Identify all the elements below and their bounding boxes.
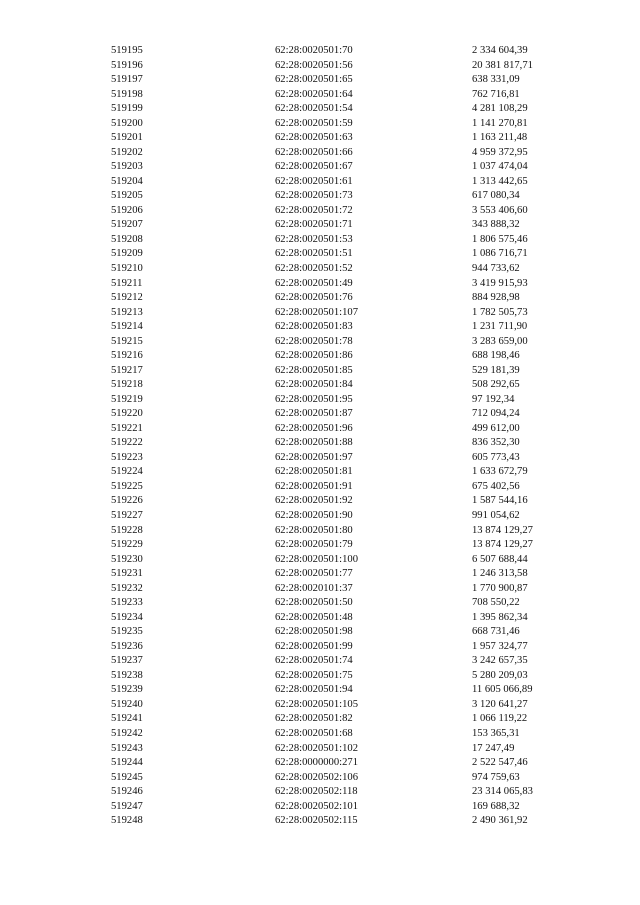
cadastral-number-cell: 62:28:0020501:56 [275, 59, 353, 71]
row-number-cell: 519205 [111, 190, 143, 202]
cadastral-value-cell: 3 553 406,60 [472, 204, 528, 216]
table-row [0, 44, 640, 59]
table-row [0, 262, 640, 277]
cadastral-value-cell: 17 247,49 [472, 742, 515, 754]
cadastral-number-cell: 62:28:0020501:86 [275, 350, 353, 362]
table-row [0, 422, 640, 437]
table-row [0, 785, 640, 800]
table-row [0, 698, 640, 713]
table-row [0, 175, 640, 190]
cadastral-value-cell: 169 688,32 [472, 800, 520, 812]
cadastral-number-cell: 62:28:0020501:63 [275, 132, 353, 144]
cadastral-number-cell: 62:28:0020501:66 [275, 146, 353, 158]
table-row [0, 727, 640, 742]
cadastral-value-cell: 836 352,30 [472, 437, 520, 449]
cadastral-value-cell: 1 163 211,48 [472, 132, 528, 144]
row-number-cell: 519247 [111, 800, 143, 812]
table-row [0, 465, 640, 480]
row-number-cell: 519211 [111, 277, 143, 289]
cadastral-number-cell: 62:28:0020501:72 [275, 204, 353, 216]
table-row [0, 669, 640, 684]
table-row [0, 320, 640, 335]
table-row [0, 712, 640, 727]
table-row [0, 160, 640, 175]
cadastral-value-cell: 638 331,09 [472, 74, 520, 86]
cadastral-value-cell: 3 283 659,00 [472, 335, 528, 347]
row-number-cell: 519228 [111, 524, 143, 536]
cadastral-value-cell: 1 806 575,46 [472, 233, 528, 245]
row-number-cell: 519220 [111, 408, 143, 420]
cadastral-number-cell: 62:28:0020501:102 [275, 742, 358, 754]
cadastral-value-cell: 762 716,81 [472, 88, 520, 100]
cadastral-value-cell: 3 242 657,35 [472, 655, 528, 667]
row-number-cell: 519239 [111, 684, 143, 696]
row-number-cell: 519235 [111, 626, 143, 638]
row-number-cell: 519238 [111, 669, 143, 681]
cadastral-number-cell: 62:28:0020502:118 [275, 786, 358, 798]
cadastral-number-cell: 62:28:0020501:54 [275, 103, 353, 115]
table-row [0, 306, 640, 321]
table-row [0, 480, 640, 495]
cadastral-value-cell: 3 120 641,27 [472, 698, 528, 710]
cadastral-value-cell: 1 037 474,04 [472, 161, 528, 173]
cadastral-value-cell: 529 181,39 [472, 364, 520, 376]
table-row [0, 146, 640, 161]
cadastral-number-cell: 62:28:0020501:53 [275, 233, 353, 245]
row-number-cell: 519240 [111, 698, 143, 710]
table-row [0, 204, 640, 219]
cadastral-value-cell: 884 928,98 [472, 292, 520, 304]
row-number-cell: 519212 [111, 292, 143, 304]
row-number-cell: 519214 [111, 321, 143, 333]
cadastral-value-cell: 2 522 547,46 [472, 757, 528, 769]
cadastral-number-cell: 62:28:0020501:80 [275, 524, 353, 536]
row-number-cell: 519234 [111, 611, 143, 623]
cadastral-value-cell: 2 334 604,39 [472, 45, 528, 56]
cadastral-value-cell: 688 198,46 [472, 350, 520, 362]
row-number-cell: 519232 [111, 582, 143, 594]
cadastral-value-cell: 1 782 505,73 [472, 306, 528, 318]
row-number-cell: 519199 [111, 103, 143, 115]
cadastral-value-cell: 1 066 119,22 [472, 713, 528, 725]
cadastral-value-cell: 1 313 442,65 [472, 175, 528, 187]
cadastral-number-cell: 62:28:0020501:100 [275, 553, 358, 565]
row-number-cell: 519219 [111, 393, 143, 405]
row-number-cell: 519210 [111, 262, 143, 274]
table-row [0, 567, 640, 582]
cadastral-value-cell: 20 381 817,71 [472, 59, 533, 71]
cadastral-number-cell: 62:28:0020501:49 [275, 277, 353, 289]
cadastral-number-cell: 62:28:0020501:99 [275, 640, 353, 652]
cadastral-value-cell: 617 080,34 [472, 190, 520, 202]
row-number-cell: 519216 [111, 350, 143, 362]
table-row [0, 88, 640, 103]
cadastral-value-cell: 1 587 544,16 [472, 495, 528, 507]
cadastral-value-cell: 3 419 915,93 [472, 277, 528, 289]
cadastral-value-cell: 712 094,24 [472, 408, 520, 420]
cadastral-value-cell: 153 365,31 [472, 727, 520, 739]
row-number-cell: 519226 [111, 495, 143, 507]
cadastral-number-cell: 62:28:0020501:90 [275, 510, 353, 521]
table-row [0, 218, 640, 233]
table-row [0, 800, 640, 815]
cadastral-value-cell: 5 280 209,03 [472, 669, 528, 681]
cadastral-number-cell: 62:28:0020501:76 [275, 292, 353, 304]
table-row [0, 524, 640, 539]
table-row [0, 814, 640, 829]
row-number-cell: 519215 [111, 335, 143, 347]
cadastral-number-cell: 62:28:0020501:68 [275, 727, 353, 739]
row-number-cell: 519208 [111, 233, 143, 245]
table-row [0, 625, 640, 640]
cadastral-number-cell: 62:28:0020501:92 [275, 495, 353, 507]
cadastral-number-cell: 62:28:0020501:70 [275, 45, 353, 56]
cadastral-value-cell: 23 314 065,83 [472, 786, 533, 798]
cadastral-number-cell: 62:28:0020501:97 [275, 451, 353, 463]
row-number-cell: 519237 [111, 655, 143, 667]
cadastral-value-cell: 4 959 372,95 [472, 146, 528, 158]
cadastral-value-cell: 1 957 324,77 [472, 640, 528, 652]
cadastral-value-cell: 13 874 129,27 [472, 539, 533, 551]
table-row [0, 742, 640, 757]
row-number-cell: 519201 [111, 132, 143, 144]
cadastral-value-cell: 508 292,65 [472, 379, 520, 391]
row-number-cell: 519221 [111, 422, 143, 434]
cadastral-value-cell: 1 770 900,87 [472, 582, 528, 594]
cadastral-number-cell: 62:28:0020501:87 [275, 408, 353, 420]
row-number-cell: 519209 [111, 248, 143, 260]
table-row [0, 247, 640, 262]
table-row [0, 654, 640, 669]
table-row [0, 494, 640, 509]
cadastral-number-cell: 62:28:0020501:65 [275, 74, 353, 86]
row-number-cell: 519206 [111, 204, 143, 216]
cadastral-number-cell: 62:28:0020501:73 [275, 190, 353, 202]
table-row [0, 436, 640, 451]
cadastral-value-cell: 1 086 716,71 [472, 248, 528, 260]
cadastral-number-cell: 62:28:0020502:115 [275, 815, 358, 827]
cadastral-number-cell: 62:28:0020501:98 [275, 626, 353, 638]
cadastral-number-cell: 62:28:0020501:105 [275, 698, 358, 710]
row-number-cell: 519246 [111, 786, 143, 798]
cadastral-number-cell: 62:28:0020501:95 [275, 393, 353, 405]
cadastral-value-cell: 13 874 129,27 [472, 524, 533, 536]
table-row [0, 771, 640, 786]
cadastral-number-cell: 62:28:0020501:59 [275, 117, 353, 129]
row-number-cell: 519217 [111, 364, 143, 376]
cadastral-value-table [0, 44, 640, 829]
cadastral-value-cell: 605 773,43 [472, 451, 520, 463]
cadastral-number-cell: 62:28:0020501:88 [275, 437, 353, 449]
table-row [0, 407, 640, 422]
table-row [0, 640, 640, 655]
cadastral-value-cell: 708 550,22 [472, 597, 520, 609]
cadastral-number-cell: 62:28:0020501:77 [275, 568, 353, 580]
cadastral-number-cell: 62:28:0020501:81 [275, 466, 353, 478]
cadastral-number-cell: 62:28:0020101:37 [275, 582, 353, 594]
cadastral-number-cell: 62:28:0020501:82 [275, 713, 353, 725]
cadastral-value-cell: 499 612,00 [472, 422, 520, 434]
cadastral-number-cell: 62:28:0020501:94 [275, 684, 353, 696]
row-number-cell: 519229 [111, 539, 143, 551]
row-number-cell: 519207 [111, 219, 143, 231]
table-row [0, 611, 640, 626]
row-number-cell: 519242 [111, 727, 143, 739]
row-number-cell: 519213 [111, 306, 143, 318]
cadastral-number-cell: 62:28:0020501:78 [275, 335, 353, 347]
table-row [0, 756, 640, 771]
row-number-cell: 519241 [111, 713, 143, 725]
cadastral-number-cell: 62:28:0020501:61 [275, 175, 353, 187]
cadastral-value-cell: 1 633 672,79 [472, 466, 528, 478]
table-row [0, 131, 640, 146]
row-number-cell: 519196 [111, 59, 143, 71]
row-number-cell: 519236 [111, 640, 143, 652]
cadastral-value-cell: 11 605 066,89 [472, 684, 533, 696]
table-row [0, 538, 640, 553]
cadastral-number-cell: 62:28:0020501:91 [275, 480, 353, 492]
cadastral-value-cell: 2 490 361,92 [472, 815, 528, 827]
cadastral-value-cell: 1 231 711,90 [472, 321, 528, 333]
row-number-cell: 519227 [111, 510, 143, 521]
cadastral-number-cell: 62:28:0020501:83 [275, 321, 353, 333]
row-number-cell: 519244 [111, 757, 143, 769]
cadastral-number-cell: 62:28:0020501:79 [275, 539, 353, 551]
cadastral-number-cell: 62:28:0020501:75 [275, 669, 353, 681]
row-number-cell: 519225 [111, 480, 143, 492]
cadastral-value-cell: 343 888,32 [472, 219, 520, 231]
row-number-cell: 519195 [111, 45, 143, 56]
cadastral-number-cell: 62:28:0020501:52 [275, 262, 353, 274]
cadastral-value-cell: 1 395 862,34 [472, 611, 528, 623]
table-row [0, 349, 640, 364]
row-number-cell: 519202 [111, 146, 143, 158]
row-number-cell: 519218 [111, 379, 143, 391]
row-number-cell: 519197 [111, 74, 143, 86]
cadastral-number-cell: 62:28:0020502:106 [275, 771, 358, 783]
cadastral-number-cell: 62:28:0000000:271 [275, 757, 358, 769]
row-number-cell: 519231 [111, 568, 143, 580]
cadastral-value-cell: 944 733,62 [472, 262, 520, 274]
cadastral-number-cell: 62:28:0020501:96 [275, 422, 353, 434]
cadastral-number-cell: 62:28:0020501:67 [275, 161, 353, 173]
cadastral-value-cell: 1 141 270,81 [472, 117, 528, 129]
table-row [0, 553, 640, 568]
row-number-cell: 519198 [111, 88, 143, 100]
table-row [0, 378, 640, 393]
table-row [0, 291, 640, 306]
cadastral-number-cell: 62:28:0020501:64 [275, 88, 353, 100]
row-number-cell: 519203 [111, 161, 143, 173]
cadastral-value-cell: 6 507 688,44 [472, 553, 528, 565]
cadastral-number-cell: 62:28:0020502:101 [275, 800, 358, 812]
cadastral-value-cell: 97 192,34 [472, 393, 515, 405]
table-row [0, 683, 640, 698]
table-row [0, 582, 640, 597]
cadastral-value-cell: 974 759,63 [472, 771, 520, 783]
row-number-cell: 519204 [111, 175, 143, 187]
cadastral-number-cell: 62:28:0020501:84 [275, 379, 353, 391]
table-row [0, 102, 640, 117]
row-number-cell: 519245 [111, 771, 143, 783]
cadastral-value-cell: 4 281 108,29 [472, 103, 528, 115]
table-row [0, 364, 640, 379]
table-row [0, 393, 640, 408]
cadastral-value-cell: 668 731,46 [472, 626, 520, 638]
cadastral-number-cell: 62:28:0020501:71 [275, 219, 353, 231]
table-row [0, 451, 640, 466]
row-number-cell: 519200 [111, 117, 143, 129]
row-number-cell: 519230 [111, 553, 143, 565]
table-row [0, 509, 640, 524]
table-row [0, 596, 640, 611]
table-row [0, 233, 640, 248]
row-number-cell: 519223 [111, 451, 143, 463]
cadastral-value-cell: 991 054,62 [472, 510, 520, 521]
table-row [0, 117, 640, 132]
row-number-cell: 519243 [111, 742, 143, 754]
row-number-cell: 519248 [111, 815, 143, 827]
cadastral-number-cell: 62:28:0020501:107 [275, 306, 358, 318]
cadastral-number-cell: 62:28:0020501:51 [275, 248, 353, 260]
cadastral-value-cell: 675 402,56 [472, 480, 520, 492]
cadastral-number-cell: 62:28:0020501:85 [275, 364, 353, 376]
row-number-cell: 519222 [111, 437, 143, 449]
table-row [0, 59, 640, 74]
cadastral-number-cell: 62:28:0020501:74 [275, 655, 353, 667]
cadastral-number-cell: 62:28:0020501:50 [275, 597, 353, 609]
cadastral-value-cell: 1 246 313,58 [472, 568, 528, 580]
cadastral-number-cell: 62:28:0020501:48 [275, 611, 353, 623]
row-number-cell: 519224 [111, 466, 143, 478]
row-number-cell: 519233 [111, 597, 143, 609]
table-row [0, 335, 640, 350]
table-row [0, 189, 640, 204]
table-row [0, 73, 640, 88]
table-row [0, 277, 640, 292]
